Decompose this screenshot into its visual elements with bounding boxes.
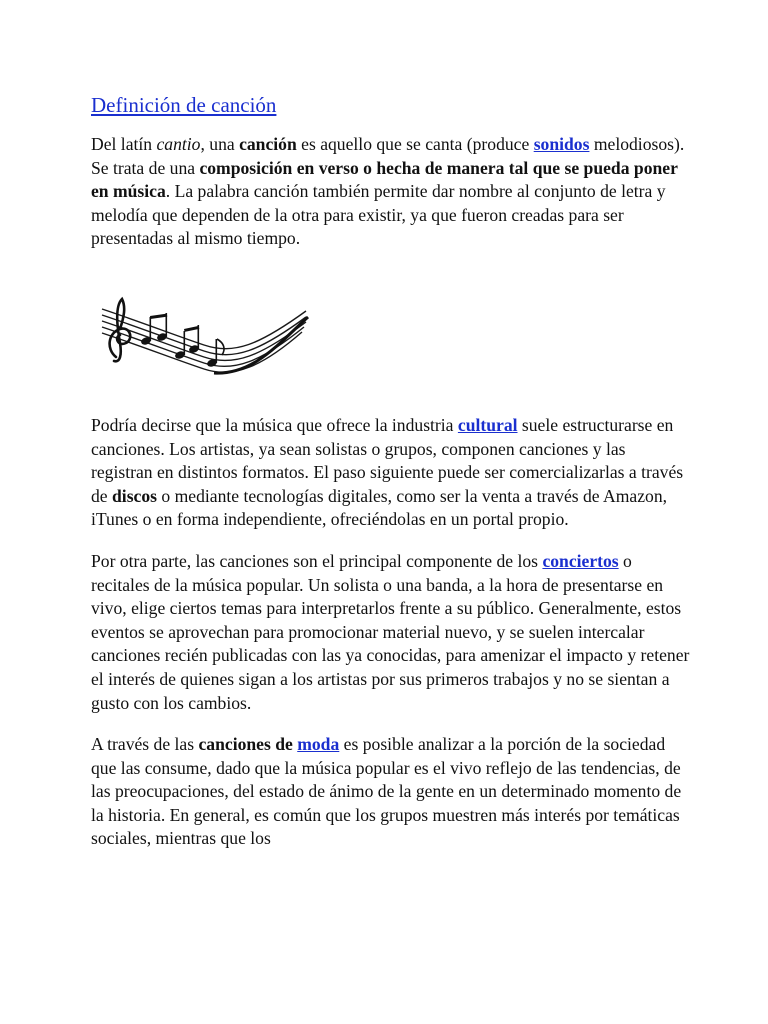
text: Podría decirse que la música que ofrece la industria xyxy=(91,414,458,435)
text: es aquello que se canta (produce xyxy=(296,134,534,154)
term-cancion: canción xyxy=(239,134,297,154)
text: melodiosos). Se trata de una xyxy=(91,134,685,178)
text: , una xyxy=(200,134,240,154)
text: suele estructurarse en canciones. Los artistas, ya sean solistas o grupos, componen canciones y las registran en distintos formatos. El paso siguiente puede ser comercializarlas a través de xyxy=(91,414,684,506)
link-sonidos[interactable]: sonidos xyxy=(533,134,590,154)
paragraph-1 xyxy=(91,133,691,251)
text: es posible analizar a la porción de la sociedad que las consume, dado que la música popular es el vivo reflejo de las tendencias, de las preocupaciones, del estado de ánimo de la gente en un determinado momento de la historia. En general, es común que los grupos muestren más interés por temáticas sociales, mientras que los xyxy=(91,734,682,849)
term-canciones-de: canciones de xyxy=(198,734,293,755)
text: Del latín xyxy=(91,134,157,154)
title-link[interactable]: Definición de canción xyxy=(91,93,277,117)
music-staff-image xyxy=(91,269,691,414)
link-moda[interactable]: moda xyxy=(297,734,340,755)
term-composicion: composición en verso o hecha de manera tal que se pueda poner en música xyxy=(91,157,678,202)
text: A través de las xyxy=(91,734,199,755)
music-staff-icon xyxy=(94,283,314,398)
text: o mediante tecnologías digitales, como ser la venta a través de Amazon, iTunes o en forma independiente, ofreciéndolas en un portal propio. xyxy=(91,485,668,530)
term-cantio: cantio xyxy=(156,134,201,154)
paragraph-2 xyxy=(91,414,691,532)
page-title xyxy=(91,90,691,120)
paragraph-4 xyxy=(91,733,691,851)
article-body xyxy=(91,90,691,869)
term-discos: discos xyxy=(112,485,157,506)
text: Por otra parte, las canciones son el principal componente de los xyxy=(91,550,543,571)
link-conciertos[interactable]: conciertos xyxy=(542,550,619,571)
link-cultural[interactable]: cultural xyxy=(457,414,518,435)
text: . La palabra canción también permite dar nombre al conjunto de letra y melodía que dependen de la otra para existir, ya que fueron creadas para ser presentadas al mismo tiempo. xyxy=(91,181,666,249)
text: o recitales de la música popular. Un solista o una banda, a la hora de presentarse en vivo, elige ciertos temas para interpretarlos frente a su público. Generalmente, estos eventos se aprovechan para promocionar material nuevo, y se suelen intercalar canciones recién publicadas con las ya conocidas, para amenizar el impacto y retener el interés de quienes sigan a los artistas por sus primeros trabajos y no se sientan a gusto con los cambios. xyxy=(91,550,690,713)
paragraph-3 xyxy=(91,550,691,715)
